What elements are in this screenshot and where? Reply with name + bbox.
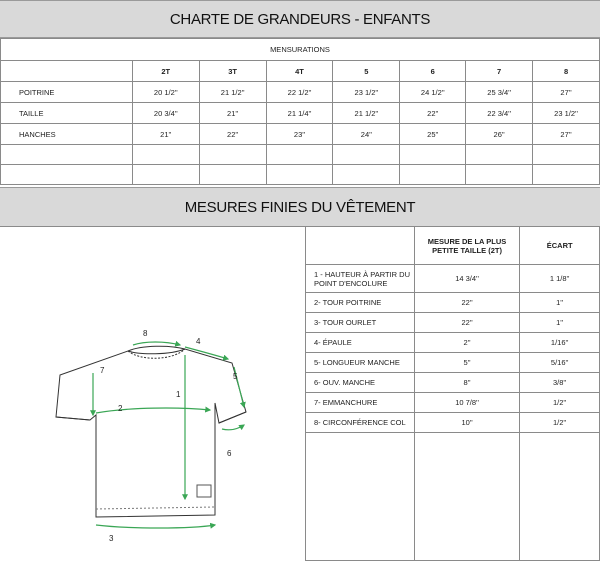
gap-value: 1/2'' [520, 413, 600, 433]
table-cell: 21 1/4'' [266, 103, 333, 124]
arrow-6 [222, 425, 244, 430]
table-cell: 24'' [333, 124, 400, 145]
size-column-header: 4T [266, 61, 333, 82]
gap-value: 5/16'' [520, 353, 600, 373]
measure-label: 4- ÉPAULE [306, 333, 415, 353]
measure-value: 2'' [414, 333, 520, 353]
row-label-poitrine: POITRINE [1, 82, 133, 103]
table-cell: 25'' [400, 124, 466, 145]
finished-measures-title-text: MESURES FINIES DU VÊTEMENT [184, 198, 416, 216]
table-row [1, 124, 600, 145]
row-label-taille: TAILLE [1, 103, 133, 124]
tshirt-outline [56, 346, 246, 517]
diagram-label-1: 1 [176, 390, 181, 399]
table-cell: 21'' [199, 103, 266, 124]
column-header-gap: ÉCART [520, 227, 600, 265]
table-cell: 23'' [266, 124, 333, 145]
measure-value: 22'' [414, 293, 520, 313]
measure-value: 14 3/4'' [414, 265, 520, 293]
table-cell: 27'' [533, 82, 600, 103]
gap-value: 1/16'' [520, 333, 600, 353]
size-column-header: 8 [533, 61, 600, 82]
measure-value: 5'' [414, 353, 520, 373]
table-cell: 22 1/2'' [266, 82, 333, 103]
table-cell: 21'' [132, 124, 199, 145]
measure-label: 1 - HAUTEUR À PARTIR DU POINT D'ENCOLURE [306, 265, 415, 293]
size-column-header: 2T [132, 61, 199, 82]
measure-corner-cell [306, 227, 415, 265]
tshirt-drawing [0, 227, 305, 563]
size-column-header: 7 [466, 61, 533, 82]
table-cell: 22 3/4'' [466, 103, 533, 124]
diagram-label-5: 5 [233, 372, 238, 381]
size-column-header: 6 [400, 61, 466, 82]
arrow-8 [133, 342, 180, 345]
diagram-label-3: 3 [109, 534, 114, 543]
size-chart-title-text: CHARTE DE GRANDEURS - ENFANTS [169, 10, 431, 28]
arrow-3 [96, 525, 215, 528]
table-cell: 21 1/2'' [333, 103, 400, 124]
table-cell: 25 3/4'' [466, 82, 533, 103]
measure-label: 8- CIRCONFÉRENCE COL [306, 413, 415, 433]
table-row [306, 293, 600, 313]
diagram-label-8: 8 [143, 329, 148, 338]
measure-label: 6- OUV. MANCHE [306, 373, 415, 393]
finished-measures-title [0, 187, 600, 227]
table-cell: 23 1/2'' [533, 103, 600, 124]
measure-label: 2- TOUR POITRINE [306, 293, 415, 313]
diagram-label-2: 2 [118, 404, 123, 413]
table-row [1, 82, 600, 103]
diagram-label-6: 6 [227, 449, 232, 458]
size-column-header: 3T [199, 61, 266, 82]
arrow-2 [96, 408, 210, 413]
tshirt-diagram [0, 226, 305, 562]
table-row [306, 265, 600, 293]
measure-label: 3- TOUR OURLET [306, 313, 415, 333]
table-row [306, 393, 600, 413]
arrow-4 [185, 347, 228, 359]
mensurations-label: MENSURATIONS [1, 39, 600, 61]
table-cell: 26'' [466, 124, 533, 145]
table-cell: 23 1/2'' [333, 82, 400, 103]
table-cell: 22'' [199, 124, 266, 145]
diagram-label-4: 4 [196, 337, 201, 346]
table-row-empty [1, 145, 600, 165]
table-cell: 24 1/2'' [400, 82, 466, 103]
gap-value: 1 1/8'' [520, 265, 600, 293]
gap-value: 3/8'' [520, 373, 600, 393]
diagram-label-7: 7 [100, 366, 105, 375]
measure-value: 10 7/8'' [414, 393, 520, 413]
table-row [306, 313, 600, 333]
table-row [1, 103, 600, 124]
table-cell: 22'' [400, 103, 466, 124]
gap-value: 1'' [520, 313, 600, 333]
size-chart-title [0, 0, 600, 38]
gap-value: 1/2'' [520, 393, 600, 413]
column-header-measure: MESURE DE LA PLUS PETITE TAILLE (2T) [414, 227, 520, 265]
table-row-empty [306, 433, 600, 561]
measurement-arrows [93, 342, 244, 528]
table-row [306, 333, 600, 353]
measure-label: 5- LONGUEUR MANCHE [306, 353, 415, 373]
size-corner-cell [1, 61, 133, 82]
table-row [306, 353, 600, 373]
table-cell: 20 3/4'' [132, 103, 199, 124]
table-row-empty [1, 165, 600, 185]
size-column-header: 5 [333, 61, 400, 82]
table-row [306, 373, 600, 393]
finished-measures-table [305, 226, 600, 561]
measure-value: 10'' [414, 413, 520, 433]
measure-value: 8'' [414, 373, 520, 393]
measure-label: 7- EMMANCHURE [306, 393, 415, 413]
table-row [306, 413, 600, 433]
table-cell: 27'' [533, 124, 600, 145]
gap-value: 1'' [520, 293, 600, 313]
table-cell: 21 1/2'' [199, 82, 266, 103]
row-label-hanches: HANCHES [1, 124, 133, 145]
measure-value: 22'' [414, 313, 520, 333]
size-chart-table [0, 38, 600, 185]
table-cell: 20 1/2'' [132, 82, 199, 103]
